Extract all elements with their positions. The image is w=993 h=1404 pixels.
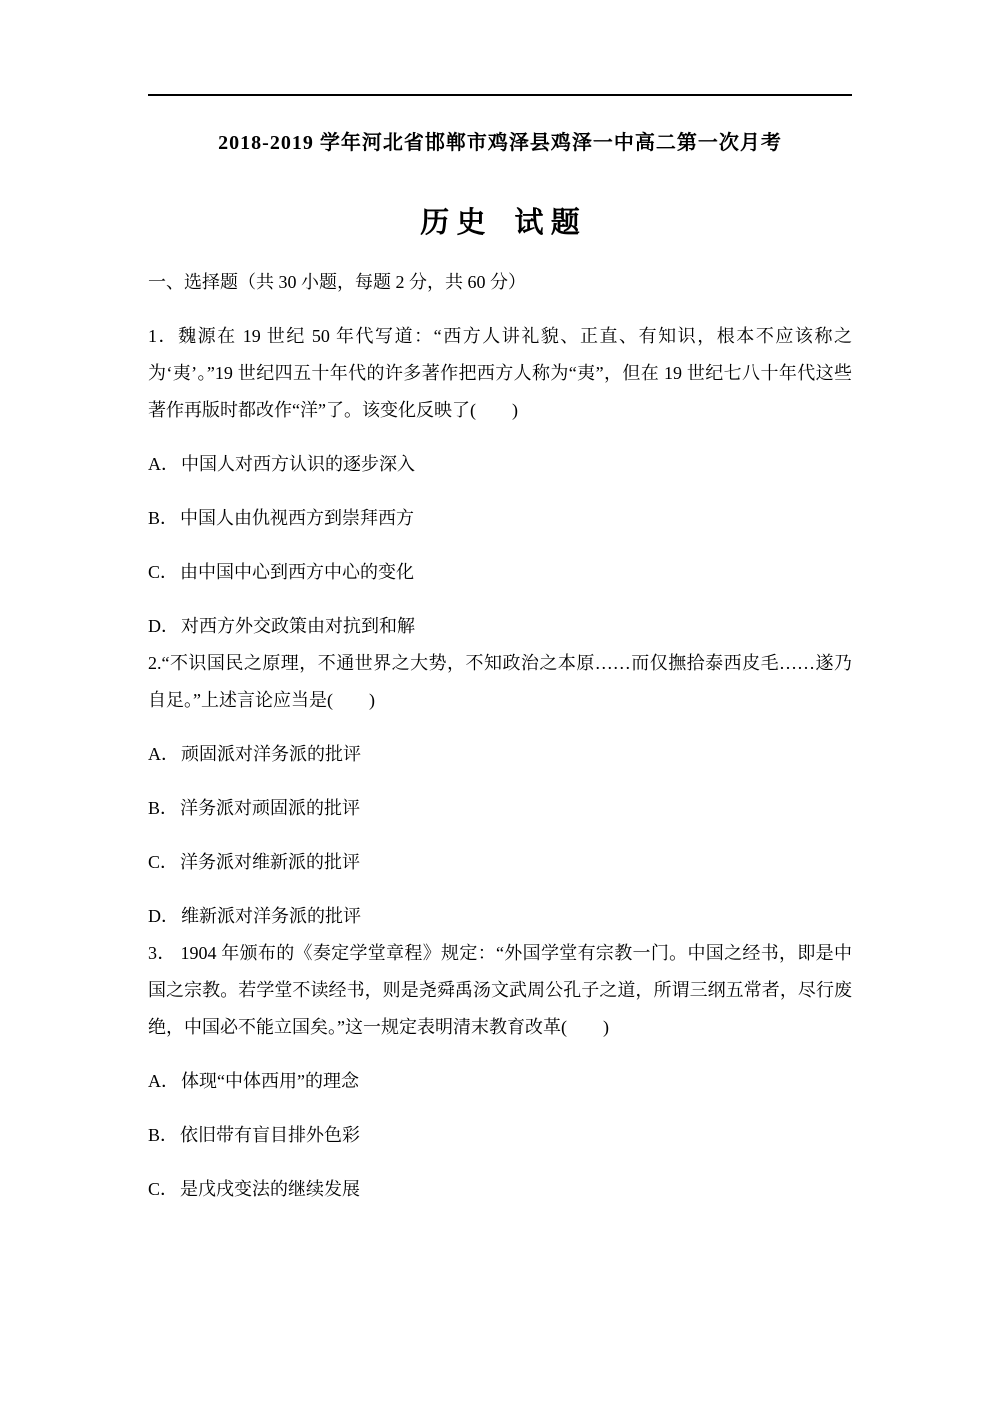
question-1-stem [148, 318, 852, 429]
question-3-option-a [148, 1063, 852, 1100]
question-3-stem [148, 935, 852, 1046]
question-1-option-a-text: 中国人对西方认识的逐步深入 [181, 454, 415, 474]
question-2 [148, 645, 852, 935]
question-1-option-c [148, 554, 852, 591]
question-3-text: 1904 年颁布的《奏定学堂章程》规定：“外国学堂有宗教一门。中国之经书，即是中国之宗教。若学堂不读经书，则是尧舜禹汤文武周公孔子之道，所谓三纲五常者，尽行废绝，中国必不能立国矣。”这一规定表明清末教育改革( ) [148, 943, 852, 1037]
question-2-option-a-label: A． [148, 744, 179, 764]
section-heading: 一、选择题（共 30 小题，每题 2 分，共 60 分） [148, 272, 526, 292]
question-1-number: 1． [148, 326, 179, 346]
question-2-option-c [148, 844, 852, 881]
question-2-option-b-label: B． [148, 798, 179, 818]
question-2-option-b [148, 790, 852, 827]
question-1-option-b [148, 500, 852, 537]
question-2-number: 2. [148, 653, 162, 673]
question-3-option-b-text: 依旧带有盲目排外色彩 [180, 1125, 361, 1145]
document-content [148, 0, 852, 1208]
question-1-option-c-label: C． [148, 562, 179, 582]
question-3-option-c [148, 1171, 852, 1208]
question-3-option-a-text: 体现“中体西用”的理念 [181, 1071, 359, 1091]
question-2-text: “不识国民之原理，不通世界之大势，不知政治之本原……而仅撫拾泰西皮毛……遂乃自足。”上述言论应当是( ) [148, 653, 852, 710]
question-2-option-d [148, 898, 852, 935]
question-2-option-c-label: C． [148, 852, 179, 872]
question-1-option-d-text: 对西方外交政策由对抗到和解 [181, 616, 415, 636]
question-1-option-c-text: 由中国中心到西方中心的变化 [180, 562, 415, 582]
question-1-option-b-label: B． [148, 508, 179, 528]
question-2-option-d-label: D． [148, 906, 179, 926]
question-2-option-d-text: 维新派对洋务派的批评 [181, 906, 361, 926]
subject-title: 历 史 试 题 [420, 207, 580, 239]
question-3-option-c-label: C． [148, 1179, 179, 1199]
question-1-option-d-label: D． [148, 616, 179, 636]
question-1-option-a [148, 446, 852, 483]
question-1-option-d [148, 608, 852, 645]
question-1-option-b-text: 中国人由仇视西方到崇拜西方 [180, 508, 415, 528]
question-3-number: 3． [148, 943, 176, 963]
question-1-text: 魏源在 19 世纪 50 年代写道：“西方人讲礼貌、正直、有知识，根本不应该称之为‘夷’。”19 世纪四五十年代的许多著作把西方人称为“夷”，但在 19 世纪七八十年代这些著作再版时都改作“洋”了。该变化反映了( ) [148, 326, 852, 420]
question-2-stem [148, 645, 852, 719]
exam-title: 2018-2019 学年河北省邯郸市鸡泽县鸡泽一中高二第一次月考 [218, 132, 782, 154]
question-1 [148, 318, 852, 645]
question-2-option-a [148, 736, 852, 773]
question-3-option-b [148, 1117, 852, 1154]
question-2-option-c-text: 洋务派对维新派的批评 [180, 852, 361, 872]
question-3-option-b-label: B． [148, 1125, 179, 1145]
question-2-option-a-text: 顽固派对洋务派的批评 [181, 744, 361, 764]
question-3-option-a-label: A． [148, 1071, 179, 1091]
question-2-option-b-text: 洋务派对顽固派的批评 [180, 798, 361, 818]
question-1-option-a-label: A． [148, 454, 179, 474]
question-3 [148, 935, 852, 1208]
question-3-option-c-text: 是戊戌变法的继续发展 [180, 1179, 361, 1199]
